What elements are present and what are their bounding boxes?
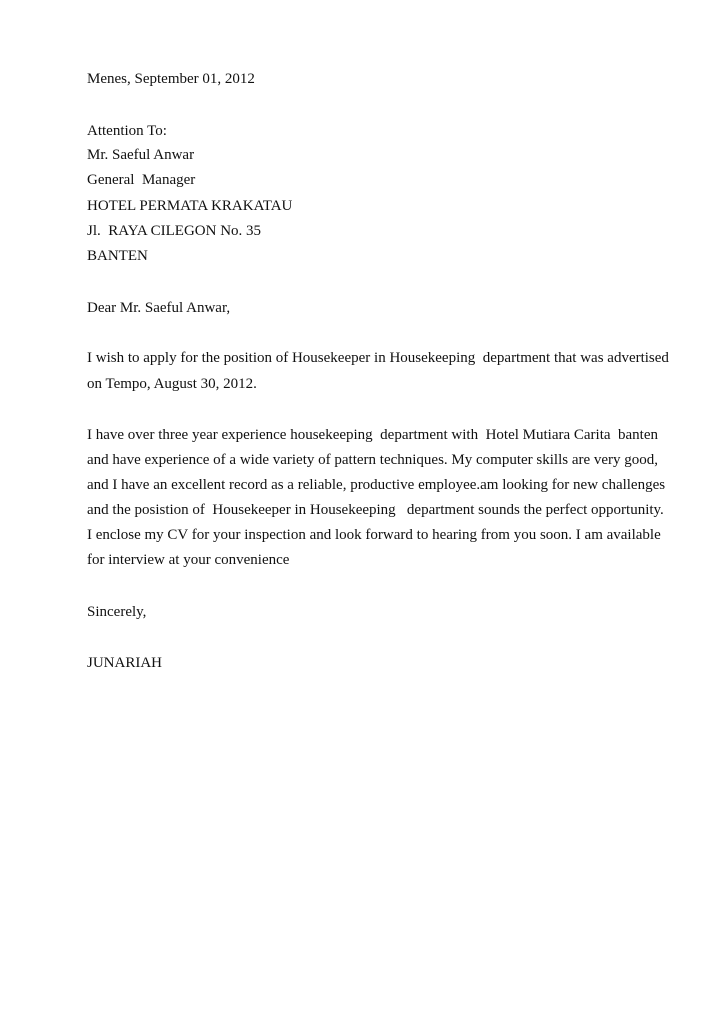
recipient-street: Jl. RAYA CILEGON No. 35 bbox=[87, 223, 262, 239]
signature-name: JUNARIAH bbox=[87, 655, 162, 671]
attention-label: Attention To: bbox=[87, 123, 167, 139]
paragraph2-line: and have experience of a wide variety of pattern techniques. My computer skills are very good, bbox=[87, 452, 659, 468]
closing: Sincerely, bbox=[87, 604, 147, 620]
paragraph1-line: on Tempo, August 30, 2012. bbox=[87, 376, 257, 392]
recipient-title: General Manager bbox=[87, 172, 196, 188]
recipient-name: Mr. Saeful Anwar bbox=[87, 147, 195, 163]
paragraph1-line: I wish to apply for the position of Housekeeper in Housekeeping department that was advertised bbox=[87, 350, 669, 366]
paragraph2-line: for interview at your convenience bbox=[87, 552, 290, 568]
paragraph2-line: and I have an excellent record as a reliable, productive employee.am looking for new challenges bbox=[87, 477, 666, 493]
paragraph2-line: and the posistion of Housekeeper in Housekeeping department sounds the perfect opportunity. bbox=[87, 502, 664, 518]
salutation: Dear Mr. Saeful Anwar, bbox=[87, 300, 231, 316]
recipient-region: BANTEN bbox=[87, 248, 148, 264]
paragraph2-line: I have over three year experience housekeeping department with Hotel Mutiara Carita banten bbox=[87, 427, 659, 443]
recipient-company: HOTEL PERMATA KRAKATAU bbox=[87, 198, 293, 214]
letter-date: Menes, September 01, 2012 bbox=[87, 71, 255, 87]
paragraph2-line: I enclose my CV for your inspection and look forward to hearing from you soon. I am available bbox=[87, 527, 661, 543]
